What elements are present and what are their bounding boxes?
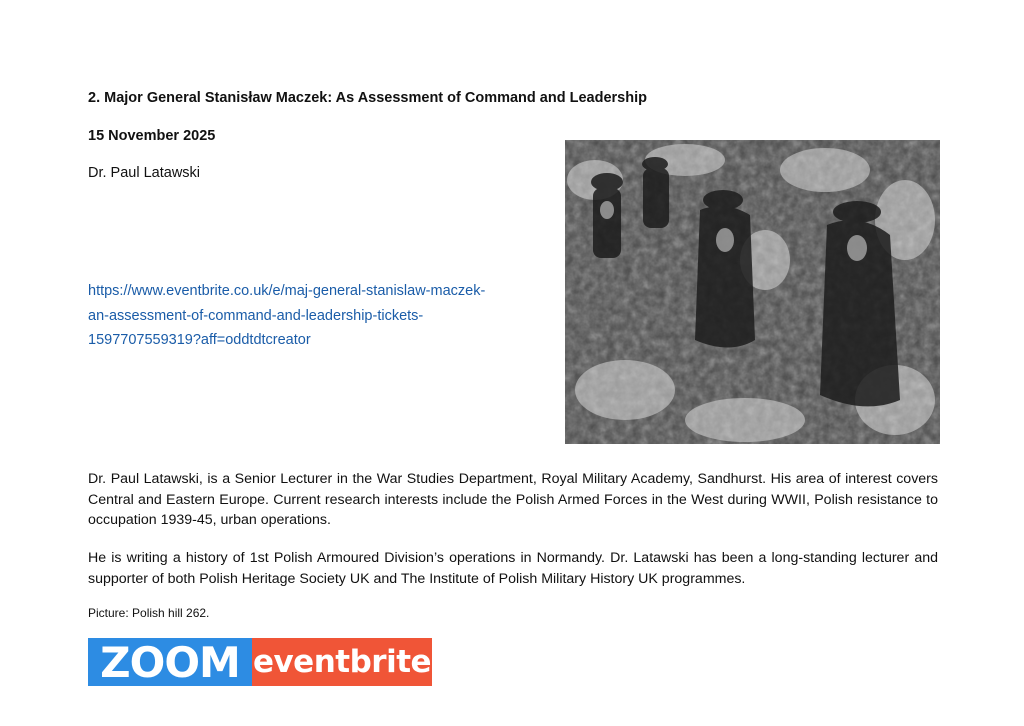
bio-paragraph-2: He is writing a history of 1st Polish Armoured Division’s operations in Normandy. Dr. Latawski has been a long-standing lecturer and supporter of both Polish Heritage Society UK and The Institute of Polish Military History UK programmes. xyxy=(88,550,938,587)
eventbrite-ticket-link[interactable] xyxy=(88,279,548,353)
event-title: 2. Major General Stanisław Maczek: As Assessment of Command and Leadership xyxy=(88,90,647,106)
link-line-3[interactable]: 1597707559319?aff=oddtdtcreator xyxy=(88,332,311,348)
link-line-1[interactable]: https://www.eventbrite.co.uk/e/maj-general-stanislaw-maczek- xyxy=(88,283,486,299)
link-line-2[interactable]: an-assessment-of-command-and-leadership-tickets- xyxy=(88,307,424,324)
soldiers-photo xyxy=(565,140,940,444)
speaker-name: Dr. Paul Latawski xyxy=(88,165,201,181)
picture-caption: Picture: Polish hill 262. xyxy=(88,606,210,620)
event-date: 15 November 2025 xyxy=(88,128,216,144)
eventbrite-logo: eventbrite xyxy=(252,638,432,686)
bio-paragraph-1: Dr. Paul Latawski, is a Senior Lecturer in the War Studies Department, Royal Military Academy, Sandhurst. His area of interest covers Central and Eastern Europe. Current research interests include the Polish Armed Forces in the West during WWII, Polish resistance to occupation 1939-45, urban operations. xyxy=(88,471,938,528)
logo-strip xyxy=(88,638,432,686)
zoom-logo: ZOOM xyxy=(88,638,252,686)
